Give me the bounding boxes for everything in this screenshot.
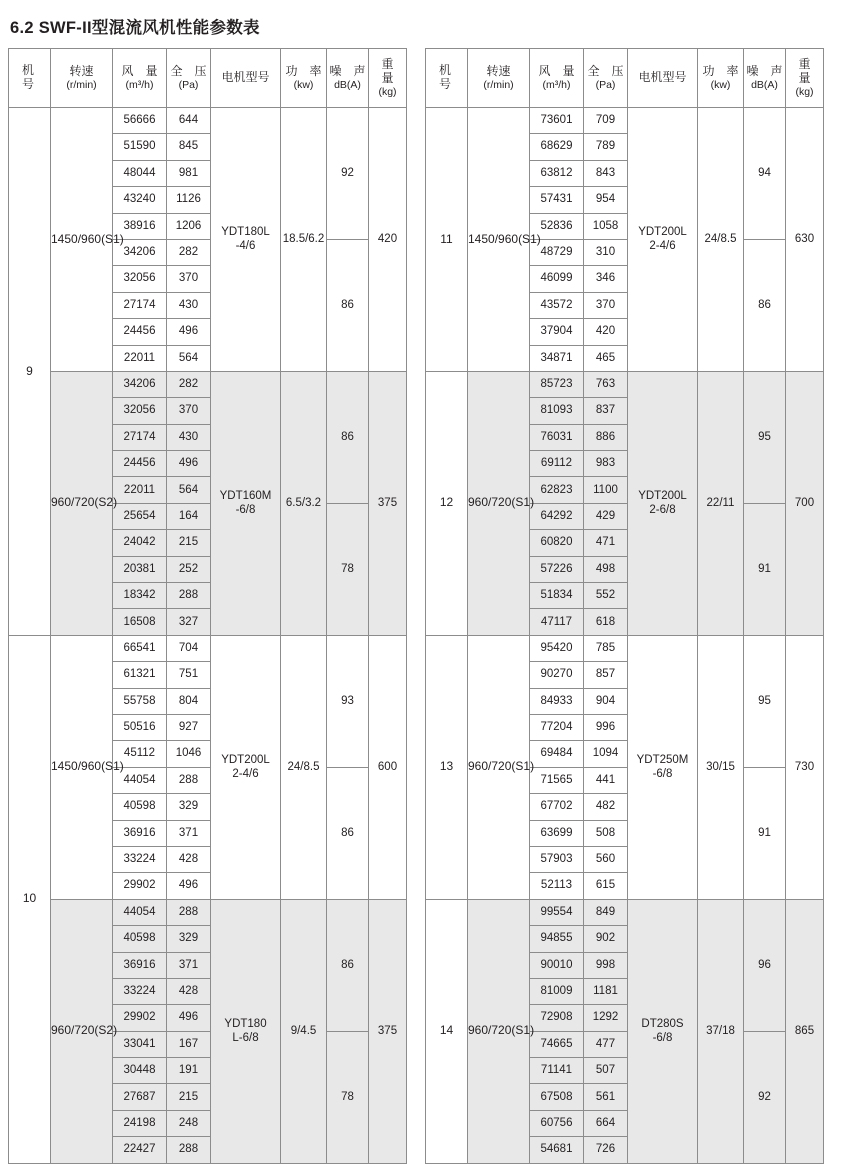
table-row — [9, 635, 407, 661]
col-header-pressure: 全 压 (Pa) — [584, 49, 628, 108]
cell-flow: 52113 — [530, 873, 584, 899]
cell-rpm: 960/720(S1) — [468, 899, 530, 1163]
col-header-no: 机 号 — [426, 49, 468, 108]
cell-flow: 18342 — [113, 583, 167, 609]
cell-pressure: 552 — [584, 583, 628, 609]
cell-flow: 69112 — [530, 451, 584, 477]
cell-flow: 48729 — [530, 239, 584, 265]
cell-rpm: 1450/960(S1) — [468, 108, 530, 372]
cell-pressure: 327 — [167, 609, 211, 635]
cell-pressure: 1206 — [167, 213, 211, 239]
cell-flow: 71565 — [530, 767, 584, 793]
cell-rpm: 960/720(S2) — [51, 899, 113, 1163]
cell-pressure: 785 — [584, 635, 628, 661]
cell-noise: 91 — [744, 503, 786, 635]
cell-flow: 48044 — [113, 160, 167, 186]
cell-flow: 71141 — [530, 1058, 584, 1084]
cell-pressure: 902 — [584, 926, 628, 952]
cell-weight: 420 — [369, 108, 407, 372]
cell-pressure: 496 — [167, 319, 211, 345]
cell-pressure: 420 — [584, 319, 628, 345]
cell-pressure: 560 — [584, 846, 628, 872]
cell-flow: 57226 — [530, 556, 584, 582]
cell-flow: 27174 — [113, 424, 167, 450]
cell-motor-model: YDT160M -6/8 — [211, 371, 281, 635]
cell-flow: 63812 — [530, 160, 584, 186]
cell-flow: 32056 — [113, 398, 167, 424]
cell-power: 18.5/6.2 — [281, 108, 327, 372]
cell-pressure: 996 — [584, 714, 628, 740]
cell-pressure: 430 — [167, 424, 211, 450]
cell-pressure: 167 — [167, 1031, 211, 1057]
cell-pressure: 618 — [584, 609, 628, 635]
cell-pressure: 164 — [167, 503, 211, 529]
cell-flow: 81093 — [530, 398, 584, 424]
col-header-power: 功 率 (kw) — [281, 49, 327, 108]
cell-pressure: 564 — [167, 477, 211, 503]
cell-motor-model: YDT180 L-6/8 — [211, 899, 281, 1163]
cell-pressure: 215 — [167, 530, 211, 556]
cell-motor-model: YDT250M -6/8 — [628, 635, 698, 899]
cell-pressure: 465 — [584, 345, 628, 371]
cell-machine-no: 11 — [426, 108, 468, 372]
cell-noise: 86 — [327, 239, 369, 371]
cell-pressure: 371 — [167, 820, 211, 846]
cell-noise: 86 — [327, 371, 369, 503]
cell-flow: 60820 — [530, 530, 584, 556]
cell-pressure: 310 — [584, 239, 628, 265]
cell-noise: 86 — [327, 767, 369, 899]
cell-pressure: 429 — [584, 503, 628, 529]
cell-flow: 63699 — [530, 820, 584, 846]
cell-flow: 56666 — [113, 108, 167, 134]
cell-pressure: 849 — [584, 899, 628, 925]
cell-flow: 36916 — [113, 820, 167, 846]
cell-pressure: 726 — [584, 1137, 628, 1163]
col-header-motor: 电机型号 — [628, 49, 698, 108]
cell-pressure: 288 — [167, 583, 211, 609]
cell-rpm: 960/720(S1) — [468, 635, 530, 899]
col-header-power: 功 率 (kw) — [698, 49, 744, 108]
cell-power: 24/8.5 — [698, 108, 744, 372]
cell-pressure: 1058 — [584, 213, 628, 239]
cell-pressure: 498 — [584, 556, 628, 582]
cell-noise: 86 — [744, 239, 786, 371]
cell-pressure: 998 — [584, 952, 628, 978]
cell-pressure: 370 — [167, 398, 211, 424]
cell-flow: 34871 — [530, 345, 584, 371]
cell-weight: 375 — [369, 371, 407, 635]
cell-machine-no: 14 — [426, 899, 468, 1163]
cell-pressure: 857 — [584, 662, 628, 688]
cell-noise: 92 — [744, 1031, 786, 1163]
cell-flow: 40598 — [113, 926, 167, 952]
cell-noise: 93 — [327, 635, 369, 767]
cell-pressure: 371 — [167, 952, 211, 978]
cell-rpm: 1450/960(S1) — [51, 635, 113, 899]
cell-pressure: 215 — [167, 1084, 211, 1110]
cell-motor-model: DT280S -6/8 — [628, 899, 698, 1163]
cell-flow: 84933 — [530, 688, 584, 714]
table-row — [9, 899, 407, 925]
cell-flow: 73601 — [530, 108, 584, 134]
cell-pressure: 804 — [167, 688, 211, 714]
cell-pressure: 248 — [167, 1110, 211, 1136]
cell-noise: 95 — [744, 371, 786, 503]
cell-pressure: 508 — [584, 820, 628, 846]
cell-noise: 96 — [744, 899, 786, 1031]
table-body-right — [426, 108, 824, 1164]
cell-pressure: 845 — [167, 134, 211, 160]
cell-flow: 64292 — [530, 503, 584, 529]
table-row — [426, 108, 824, 134]
cell-flow: 54681 — [530, 1137, 584, 1163]
cell-flow: 51834 — [530, 583, 584, 609]
cell-pressure: 837 — [584, 398, 628, 424]
table-row — [426, 635, 824, 661]
table-row — [9, 371, 407, 397]
cell-noise: 95 — [744, 635, 786, 767]
cell-flow: 32056 — [113, 266, 167, 292]
cell-power: 6.5/3.2 — [281, 371, 327, 635]
cell-flow: 46099 — [530, 266, 584, 292]
cell-flow: 25654 — [113, 503, 167, 529]
cell-pressure: 482 — [584, 794, 628, 820]
cell-pressure: 704 — [167, 635, 211, 661]
cell-machine-no: 10 — [9, 635, 51, 1163]
cell-pressure: 370 — [167, 266, 211, 292]
cell-pressure: 288 — [167, 767, 211, 793]
table-row — [426, 899, 824, 925]
cell-power: 30/15 — [698, 635, 744, 899]
cell-flow: 24042 — [113, 530, 167, 556]
cell-flow: 30448 — [113, 1058, 167, 1084]
cell-flow: 55758 — [113, 688, 167, 714]
col-header-weight: 重 量 (kg) — [786, 49, 824, 108]
cell-weight: 700 — [786, 371, 824, 635]
cell-pressure: 954 — [584, 187, 628, 213]
col-header-pressure: 全 压 (Pa) — [167, 49, 211, 108]
cell-pressure: 329 — [167, 794, 211, 820]
cell-flow: 50516 — [113, 714, 167, 740]
cell-pressure: 886 — [584, 424, 628, 450]
cell-flow: 27174 — [113, 292, 167, 318]
cell-pressure: 441 — [584, 767, 628, 793]
cell-noise: 92 — [327, 108, 369, 240]
cell-pressure: 428 — [167, 978, 211, 1004]
cell-flow: 74665 — [530, 1031, 584, 1057]
col-header-flow: 风 量 (m³/h) — [113, 49, 167, 108]
col-header-motor: 电机型号 — [211, 49, 281, 108]
cell-pressure: 288 — [167, 899, 211, 925]
cell-flow: 67508 — [530, 1084, 584, 1110]
cell-pressure: 496 — [167, 1005, 211, 1031]
cell-flow: 57431 — [530, 187, 584, 213]
table-body-left — [9, 108, 407, 1164]
cell-noise: 78 — [327, 503, 369, 635]
cell-pressure: 981 — [167, 160, 211, 186]
cell-flow: 40598 — [113, 794, 167, 820]
col-header-flow: 风 量 (m³/h) — [530, 49, 584, 108]
col-header-rpm: 转速 (r/min) — [468, 49, 530, 108]
cell-flow: 51590 — [113, 134, 167, 160]
cell-pressure: 1292 — [584, 1005, 628, 1031]
cell-weight: 600 — [369, 635, 407, 899]
cell-pressure: 904 — [584, 688, 628, 714]
cell-flow: 24198 — [113, 1110, 167, 1136]
cell-pressure: 370 — [584, 292, 628, 318]
cell-pressure: 507 — [584, 1058, 628, 1084]
cell-flow: 34206 — [113, 239, 167, 265]
col-header-rpm: 转速 (r/min) — [51, 49, 113, 108]
cell-noise: 86 — [327, 899, 369, 1031]
cell-pressure: 843 — [584, 160, 628, 186]
cell-pressure: 983 — [584, 451, 628, 477]
cell-rpm: 1450/960(S1) — [51, 108, 113, 372]
cell-flow: 24456 — [113, 451, 167, 477]
cell-weight: 630 — [786, 108, 824, 372]
cell-weight: 375 — [369, 899, 407, 1163]
cell-flow: 20381 — [113, 556, 167, 582]
cell-rpm: 960/720(S2) — [51, 371, 113, 635]
cell-weight: 730 — [786, 635, 824, 899]
cell-flow: 29902 — [113, 1005, 167, 1031]
cell-flow: 90270 — [530, 662, 584, 688]
cell-motor-model: YDT180L -4/6 — [211, 108, 281, 372]
cell-machine-no: 13 — [426, 635, 468, 899]
cell-noise: 94 — [744, 108, 786, 240]
cell-pressure: 927 — [167, 714, 211, 740]
cell-rpm: 960/720(S1) — [468, 371, 530, 635]
cell-flow: 62823 — [530, 477, 584, 503]
cell-pressure: 615 — [584, 873, 628, 899]
cell-motor-model: YDT200L 2-4/6 — [211, 635, 281, 899]
performance-table-right — [425, 48, 824, 1164]
cell-flow: 81009 — [530, 978, 584, 1004]
cell-flow: 38916 — [113, 213, 167, 239]
table-header-right — [426, 49, 824, 108]
cell-flow: 33041 — [113, 1031, 167, 1057]
col-header-no: 机 号 — [9, 49, 51, 108]
cell-pressure: 1100 — [584, 477, 628, 503]
cell-flow: 33224 — [113, 846, 167, 872]
cell-pressure: 709 — [584, 108, 628, 134]
cell-flow: 34206 — [113, 371, 167, 397]
cell-pressure: 644 — [167, 108, 211, 134]
page-title: 6.2 SWF-II型混流风机性能参数表 — [10, 19, 260, 37]
cell-flow: 94855 — [530, 926, 584, 952]
cell-flow: 22011 — [113, 345, 167, 371]
cell-machine-no: 12 — [426, 371, 468, 635]
cell-pressure: 1094 — [584, 741, 628, 767]
cell-pressure: 496 — [167, 451, 211, 477]
cell-flow: 68629 — [530, 134, 584, 160]
cell-flow: 33224 — [113, 978, 167, 1004]
cell-pressure: 1181 — [584, 978, 628, 1004]
cell-power: 37/18 — [698, 899, 744, 1163]
cell-pressure: 471 — [584, 530, 628, 556]
cell-pressure: 561 — [584, 1084, 628, 1110]
cell-flow: 36916 — [113, 952, 167, 978]
cell-pressure: 1126 — [167, 187, 211, 213]
cell-flow: 44054 — [113, 899, 167, 925]
cell-flow: 43572 — [530, 292, 584, 318]
col-header-noise: 噪 声 dB(A) — [744, 49, 786, 108]
cell-flow: 27687 — [113, 1084, 167, 1110]
col-header-weight: 重 量 (kg) — [369, 49, 407, 108]
cell-flow: 52836 — [530, 213, 584, 239]
cell-power: 9/4.5 — [281, 899, 327, 1163]
cell-flow: 76031 — [530, 424, 584, 450]
tables-container — [0, 48, 850, 1164]
cell-pressure: 282 — [167, 239, 211, 265]
cell-flow: 90010 — [530, 952, 584, 978]
cell-flow: 60756 — [530, 1110, 584, 1136]
cell-pressure: 282 — [167, 371, 211, 397]
cell-noise: 91 — [744, 767, 786, 899]
cell-motor-model: YDT200L 2-6/8 — [628, 371, 698, 635]
cell-pressure: 288 — [167, 1137, 211, 1163]
cell-flow: 37904 — [530, 319, 584, 345]
cell-flow: 43240 — [113, 187, 167, 213]
cell-flow: 72908 — [530, 1005, 584, 1031]
cell-pressure: 763 — [584, 371, 628, 397]
cell-flow: 22427 — [113, 1137, 167, 1163]
cell-flow: 16508 — [113, 609, 167, 635]
cell-pressure: 329 — [167, 926, 211, 952]
cell-flow: 47117 — [530, 609, 584, 635]
cell-power: 24/8.5 — [281, 635, 327, 899]
cell-motor-model: YDT200L 2-4/6 — [628, 108, 698, 372]
cell-flow: 85723 — [530, 371, 584, 397]
cell-pressure: 191 — [167, 1058, 211, 1084]
cell-pressure: 751 — [167, 662, 211, 688]
cell-pressure: 789 — [584, 134, 628, 160]
cell-pressure: 664 — [584, 1110, 628, 1136]
cell-flow: 24456 — [113, 319, 167, 345]
cell-flow: 67702 — [530, 794, 584, 820]
cell-flow: 61321 — [113, 662, 167, 688]
cell-pressure: 564 — [167, 345, 211, 371]
cell-flow: 57903 — [530, 846, 584, 872]
cell-flow: 29902 — [113, 873, 167, 899]
table-row — [9, 108, 407, 134]
cell-pressure: 477 — [584, 1031, 628, 1057]
cell-flow: 22011 — [113, 477, 167, 503]
cell-pressure: 430 — [167, 292, 211, 318]
cell-pressure: 428 — [167, 846, 211, 872]
cell-power: 22/11 — [698, 371, 744, 635]
table-row — [426, 371, 824, 397]
cell-flow: 44054 — [113, 767, 167, 793]
cell-pressure: 346 — [584, 266, 628, 292]
cell-weight: 865 — [786, 899, 824, 1163]
cell-pressure: 496 — [167, 873, 211, 899]
col-header-noise: 噪 声 dB(A) — [327, 49, 369, 108]
cell-noise: 78 — [327, 1031, 369, 1163]
table-header-left — [9, 49, 407, 108]
cell-pressure: 1046 — [167, 741, 211, 767]
cell-flow: 77204 — [530, 714, 584, 740]
cell-flow: 69484 — [530, 741, 584, 767]
cell-flow: 66541 — [113, 635, 167, 661]
cell-flow: 99554 — [530, 899, 584, 925]
cell-machine-no: 9 — [9, 108, 51, 636]
cell-flow: 95420 — [530, 635, 584, 661]
cell-pressure: 252 — [167, 556, 211, 582]
cell-flow: 45112 — [113, 741, 167, 767]
performance-table-left — [8, 48, 407, 1164]
